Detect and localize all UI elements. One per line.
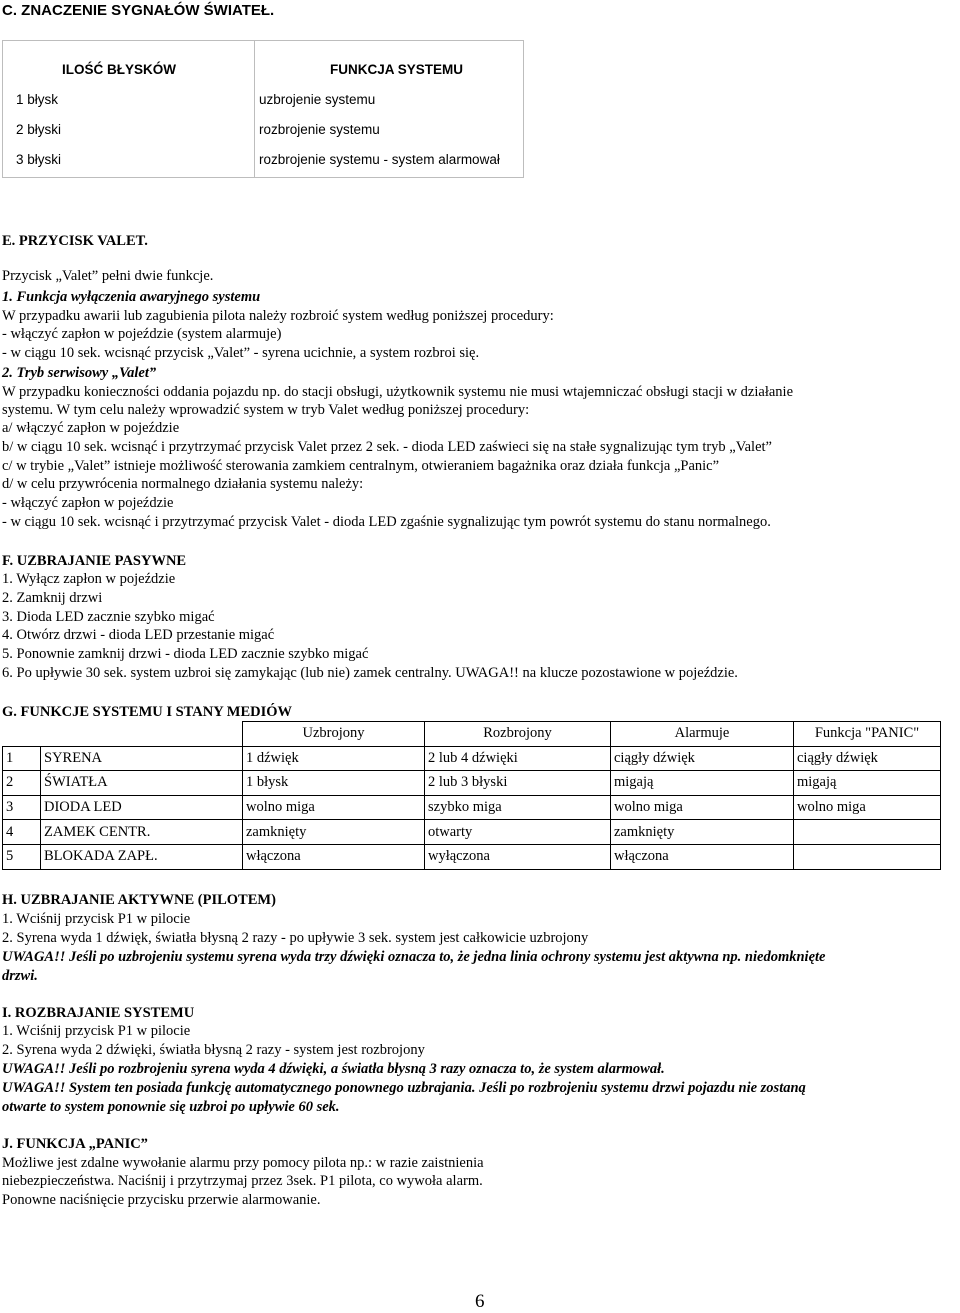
table-row [3,844,941,869]
table-cell: 2 błyski [16,122,62,137]
list-item: 5. Ponownie zamknij drzwi - dioda LED zacznie szybko migać [2,646,369,662]
list-item: 4. Otwórz drzwi - dioda LED przestanie migać [2,627,275,643]
table-cell: wyłączona [425,844,611,869]
list-item: 1. Wyłącz zapłon w pojeździe [2,571,176,587]
table-cell: wolno miga [794,795,941,820]
table-cell: rozbrojenie systemu [259,122,380,137]
table-cell: 5 [3,844,41,869]
table-cell: 1 [3,746,41,771]
table-cell: wolno miga [243,795,425,820]
list-item: 6. Po upływie 30 sek. system uzbroi się zamykając (lub nie) zamek centralny. UWAGA!! na klucze pozostawione w pojeździe. [2,665,738,681]
light-signals-table [2,40,524,178]
table-cell: wolno miga [611,795,794,820]
table-cell: 2 [3,771,41,796]
section-c-title: C. ZNACZENIE SYGNAŁÓW ŚWIATEŁ. [2,2,275,19]
paragraph-line: Przycisk „Valet” pełni dwie funkcje. [2,268,214,284]
paragraph-line: systemu. W tym celu należy wprowadzić system w tryb Valet według poniższej procedury: [2,402,530,418]
table-cell: 3 [3,795,41,820]
table-cell: 1 błysk [243,771,425,796]
table-cell: zamknięty [611,820,794,845]
section-j-title: J. FUNKCJA „PANIC” [2,1136,148,1152]
paragraph-line: a/ włączyć zapłon w pojeździe [2,420,180,436]
section-e-title: E. PRZYCISK VALET. [2,233,148,249]
paragraph-line: c/ w trybie „Valet” istnieje możliwość sterowania zamkiem centralnym, otwieraniem bagażnika oraz działa funkcja „Panic” [2,458,720,474]
list-item: 1. Wciśnij przycisk P1 w pilocie [2,911,191,927]
subsection-heading: 1. Funkcja wyłączenia awaryjnego systemu [2,289,261,305]
paragraph-line: Możliwe jest zdalne wywołanie alarmu przy pomocy pilota np.: w razie zaistnienia [2,1155,484,1171]
list-item: 2. Zamknij drzwi [2,590,103,606]
paragraph-line: W przypadku konieczności oddania pojazdu np. do stacji obsługi, użytkownik systemu nie musi wtajemniczać obsługi stacji w działanie [2,384,794,400]
paragraph-line: - włączyć zapłon w pojeździe (system alarmuje) [2,326,282,342]
table-header: Funkcja "PANIC" [794,722,941,747]
table-cell: uzbrojenie systemu [259,92,376,107]
table-cell: rozbrojenie systemu - system alarmował [259,152,500,167]
table-cell: ZAMEK CENTR. [41,820,243,845]
table-cell: 4 [3,820,41,845]
table-header: Uzbrojony [243,722,425,747]
paragraph-line: d/ w celu przywrócenia normalnego działania systemu należy: [2,476,364,492]
table-cell: ciągły dźwięk [611,746,794,771]
table-cell: 2 lub 3 błyski [425,771,611,796]
table-cell: 3 błyski [16,152,62,167]
table-cell: zamknięty [243,820,425,845]
table-row [3,795,941,820]
table-cell: włączona [611,844,794,869]
paragraph-line: - w ciągu 10 sek. wcisnąć przycisk „Valet” - syrena ucichnie, a system rozbroi się. [2,345,480,361]
warning-note: otwarte to system ponownie się uzbroi po upływie 60 sek. [2,1099,340,1115]
table-cell: włączona [243,844,425,869]
table-cell: 1 dźwięk [243,746,425,771]
table-cell: otwarty [425,820,611,845]
table-cell: migają [794,771,941,796]
table-header: Alarmuje [611,722,794,747]
table-header-row [3,722,941,747]
table-cell: DIODA LED [41,795,243,820]
warning-note: drzwi. [2,968,38,984]
table-header-function: FUNKCJA SYSTEMU [330,62,464,77]
section-h-title: H. UZBRAJANIE AKTYWNE (PILOTEM) [2,892,276,908]
table-header: Rozbrojony [425,722,611,747]
system-functions-table [2,721,941,870]
section-f-title: F. UZBRAJANIE PASYWNE [2,553,187,569]
list-item: 2. Syrena wyda 2 dźwięki, światła błysną 2 razy - system jest rozbrojony [2,1042,425,1058]
paragraph-line: Ponowne naciśnięcie przycisku przerwie alarmowanie. [2,1192,321,1208]
section-g-title: G. FUNKCJE SYSTEMU I STANY MEDIÓW [2,704,293,720]
paragraph-line: niebezpieczeństwa. Naciśnij i przytrzymaj przez 3sek. P1 pilota, co wywoła alarm. [2,1173,483,1189]
table-cell: 2 lub 4 dźwięki [425,746,611,771]
table-cell [794,820,941,845]
table-cell: ŚWIATŁA [41,771,243,796]
table-cell: BLOKADA ZAPŁ. [41,844,243,869]
warning-note: UWAGA!! Jeśli po rozbrojeniu syrena wyda 4 dźwięki, a światła błysną 3 razy oznacza to, że system alarmował. [2,1061,665,1077]
paragraph-line: b/ w ciągu 10 sek. wcisnąć i przytrzymać przycisk Valet przez 2 sek. - dioda LED zaświeci się na stałe sygnalizując tym tryb „Valet” [2,439,772,455]
table-cell: SYRENA [41,746,243,771]
table-header-flashes: ILOŚĆ BŁYSKÓW [62,62,176,77]
table-cell: ciągły dźwięk [794,746,941,771]
subsection-heading: 2. Tryb serwisowy „Valet” [2,365,157,381]
table-row [3,771,941,796]
paragraph-line: - włączyć zapłon w pojeździe [2,495,174,511]
list-item: 1. Wciśnij przycisk P1 w pilocie [2,1023,191,1039]
table-row [3,746,941,771]
table-cell: 1 błysk [16,92,59,107]
table-column-divider [254,41,255,177]
table-cell [794,844,941,869]
list-item: 2. Syrena wyda 1 dźwięk, światła błysną 2 razy - po upływie 3 sek. system jest całkowicie uzbrojony [2,930,589,946]
paragraph-line: W przypadku awarii lub zagubienia pilota należy rozbroić system według poniższej procedury: [2,308,554,324]
table-row [3,820,941,845]
warning-note: UWAGA!! System ten posiada funkcję automatycznego ponownego uzbrajania. Jeśli po rozbrojeniu systemu drzwi pojazdu nie zostaną [2,1080,806,1096]
page-number: 6 [475,1291,485,1312]
paragraph-line: - w ciągu 10 sek. wcisnąć i przytrzymać przycisk Valet - dioda LED zgaśnie sygnalizując tym powrót systemu do stanu normalnego. [2,514,771,530]
table-cell: szybko miga [425,795,611,820]
warning-note: UWAGA!! Jeśli po uzbrojeniu systemu syrena wyda trzy dźwięki oznacza to, że jedna linia ochrony systemu jest aktywna np. niedomknięte [2,949,826,965]
list-item: 3. Dioda LED zacznie szybko migać [2,609,215,625]
table-header-blank [3,722,243,747]
table-cell: migają [611,771,794,796]
section-i-title: I. ROZBRAJANIE SYSTEMU [2,1005,195,1021]
